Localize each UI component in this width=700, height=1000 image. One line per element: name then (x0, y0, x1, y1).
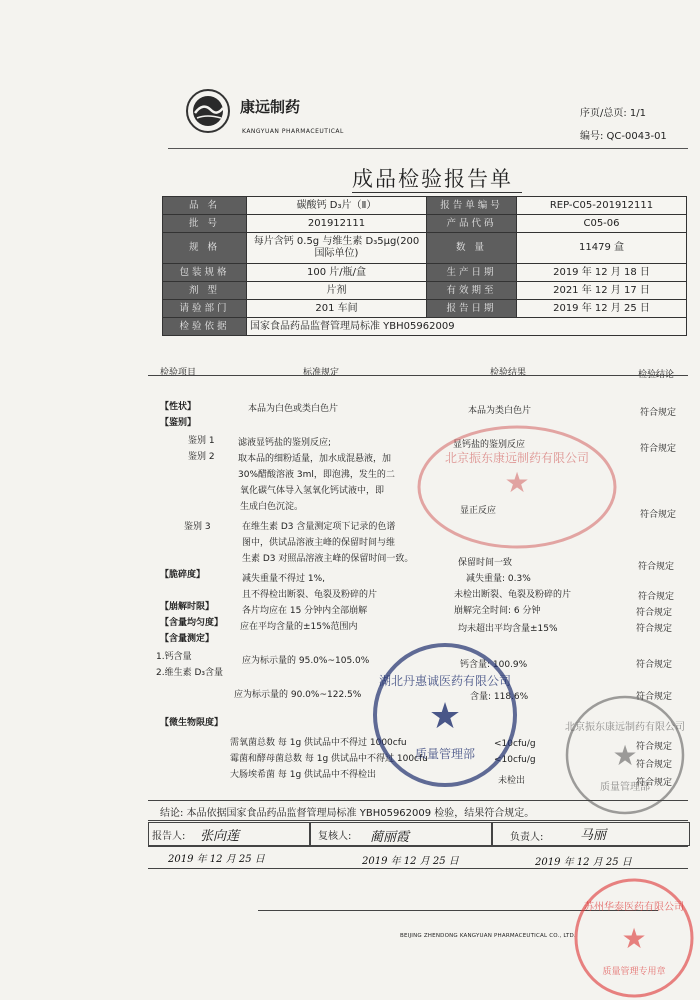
ident2-standard-line1: 取本品的细粉适量，加水成混悬液，加 (238, 454, 392, 464)
info-value: 201912111 (247, 215, 427, 233)
info-value: 11479 盒 (517, 233, 687, 264)
ident2-result: 显正反应 (460, 506, 497, 516)
uniformity-result: 均未超出平均含量±15% (458, 624, 558, 634)
conclusion-top-rule (148, 800, 688, 801)
info-row (163, 197, 687, 215)
info-label: 批 号 (163, 215, 247, 233)
friability-standard-line2: 且不得检出断裂、龟裂及粉碎的片 (242, 590, 378, 600)
disintegration-heading: 【崩解时限】 (160, 602, 215, 612)
aerobic-conclusion: 符合规定 (636, 742, 673, 752)
col-result-header: 检验结果 (490, 368, 527, 378)
column-header-divider (148, 375, 688, 376)
character-conclusion: 符合规定 (640, 408, 677, 418)
date-bottom-rule (148, 868, 688, 869)
mold-conclusion: 符合规定 (636, 760, 673, 770)
basis-row (163, 318, 687, 336)
character-standard: 本品为白色或类白色片 (248, 404, 339, 414)
ident2-label: 鉴别 2 (188, 452, 215, 462)
col-conclusion-header: 检验结论 (638, 370, 675, 380)
ident1-label: 鉴别 1 (188, 436, 215, 446)
info-row (163, 233, 687, 264)
responsible-signature: 马丽 (580, 828, 607, 843)
info-label: 品 名 (163, 197, 247, 215)
vitd-standard: 应为标示量的 90.0%~122.5% (234, 690, 362, 700)
friability-result-line2: 未检出断裂、龟裂及粉碎的片 (454, 590, 572, 600)
info-label: 报告日期 (427, 300, 517, 318)
ident2-standard-line4: 生成白色沉淀。 (240, 502, 304, 512)
ident2-standard-line3: 氧化碳气体导入氢氧化钙试液中，即 (240, 486, 385, 496)
stamp-text: 北京振东康远制药有限公司 (444, 451, 590, 465)
footer-company-en: BEIJING ZHENDONG KANGYUAN PHARMACEUTICAL CO., LTD. (400, 933, 576, 939)
disintegration-result: 崩解完全时间: 6 分钟 (454, 606, 541, 616)
date-top-rule (148, 846, 688, 847)
ecoli-result: 未检出 (498, 776, 526, 786)
qa-stamp-bottom (572, 876, 696, 1000)
ident1-conclusion: 符合规定 (640, 444, 677, 454)
info-value: 2019 年 12 月 18 日 (517, 264, 687, 282)
svg-text:★: ★ (504, 466, 530, 499)
header-divider (168, 148, 688, 149)
mold-standard: 霉菌和酵母菌总数 每 1g 供试品中不得过 100cfu (230, 754, 428, 764)
info-label: 有效期至 (427, 282, 517, 300)
mold-result: <10cfu/g (494, 755, 536, 765)
info-value: 每片含钙 0.5g 与维生素 D₃5μg(200国际单位) (247, 233, 427, 264)
company-logo (185, 88, 231, 134)
stamp-text: 苏州华泰医药有限公司 (584, 902, 684, 913)
info-label: 报告单编号 (427, 197, 517, 215)
friability-standard-line1: 减失重量不得过 1%, (242, 574, 325, 584)
page-info: 序页/总页: 1/1 (580, 108, 647, 119)
reporter-signature: 张向莲 (200, 829, 240, 844)
info-value: 2019 年 12 月 25 日 (517, 300, 687, 318)
aerobic-standard: 需氧菌总数 每 1g 供试品中不得过 1000cfu (230, 738, 407, 748)
reporter-label: 报告人: (152, 831, 186, 842)
calcium-standard: 应为标示量的 95.0%~105.0% (242, 656, 370, 666)
ident2-standard-line2: 30%醋酸溶液 3ml，即泡沸，发生的二 (238, 470, 395, 480)
ecoli-conclusion: 符合规定 (636, 778, 673, 788)
info-value: 201 车间 (247, 300, 427, 318)
company-name-en: KANGYUAN PHARMACEUTICAL (242, 128, 344, 135)
ident2-conclusion: 符合规定 (640, 510, 677, 520)
info-value: 100 片/瓶/盒 (247, 264, 427, 282)
company-name-cn: 康远制药 (240, 98, 301, 116)
responsible-label: 负责人: (510, 832, 544, 843)
friability-heading: 【脆碎度】 (160, 570, 206, 580)
footer-rule (258, 910, 658, 911)
stamp-text: 质量管理部 (414, 747, 476, 761)
info-row (163, 300, 687, 318)
calcium-conclusion: 符合规定 (636, 660, 673, 670)
uniformity-heading: 【含量均匀度】 (160, 618, 224, 628)
aerobic-result: <10cfu/g (494, 739, 536, 749)
vitd-label: 2.维生素 D₃含量 (156, 668, 223, 678)
microbial-heading: 【微生物限度】 (160, 718, 224, 728)
ident1-result: 显钙盐的鉴别反应 (453, 440, 526, 450)
conclusion-bottom-rule (148, 820, 688, 821)
basis-label: 检验依据 (163, 318, 247, 336)
responsible-date: 2019 年 12 月 25 日 (535, 857, 632, 868)
ident3-standard-line1: 在维生素 D3 含量测定项下记录的色谱 (242, 522, 396, 532)
disintegration-standard: 各片均应在 15 分钟内全部崩解 (242, 606, 368, 616)
character-heading: 【性状】 (160, 402, 197, 412)
conclusion-text: 结论: 本品依据国家食品药品监督管理局标准 YBH05962009 检验，结果符合规定。 (160, 808, 535, 819)
friability-result-line1: 减失重量: 0.3% (466, 574, 531, 584)
info-label: 包装规格 (163, 264, 247, 282)
ident3-standard-line2: 图中，供试品溶液主峰的保留时间与维 (242, 538, 396, 548)
product-info-table (162, 196, 687, 336)
info-label: 规 格 (163, 233, 247, 264)
document-number: 编号: QC-0043-01 (580, 131, 667, 142)
stamp-text: 北京振东康远制药有限公司 (565, 722, 685, 733)
info-value: 碳酸钙 D₃片（Ⅱ） (247, 197, 427, 215)
title-underline (352, 192, 522, 193)
test-results-area (148, 363, 688, 818)
basis-value: 国家食品药品监督管理局标准 YBH05962009 (247, 318, 687, 336)
info-row (163, 264, 687, 282)
svg-text:★: ★ (428, 696, 462, 737)
vitd-conclusion: 符合规定 (636, 692, 673, 702)
col-standard-header: 标准规定 (303, 368, 340, 378)
svg-text:★: ★ (621, 922, 647, 955)
ident3-conclusion: 符合规定 (638, 562, 675, 572)
svg-text:★: ★ (612, 739, 638, 772)
ident1-standard: 滤液显钙盐的鉴别反应; (238, 438, 332, 448)
reviewer-date: 2019 年 12 月 25 日 (362, 856, 459, 867)
info-label: 剂 型 (163, 282, 247, 300)
identification-heading: 【鉴别】 (160, 418, 197, 428)
info-label: 生产日期 (427, 264, 517, 282)
stamp-text: 质量管理部 (600, 782, 650, 793)
info-row (163, 215, 687, 233)
info-label: 请验部门 (163, 300, 247, 318)
info-label: 产品代码 (427, 215, 517, 233)
ident3-result: 保留时间一致 (458, 558, 513, 568)
col-item-header: 检验项目 (160, 368, 197, 378)
calcium-label: 1.钙含量 (156, 652, 192, 662)
friability-conclusion: 符合规定 (638, 592, 675, 602)
calcium-result: 钙含量: 100.9% (460, 660, 528, 670)
ident3-label: 鉴别 3 (184, 522, 211, 532)
reporter-date: 2019 年 12 月 25 日 (168, 854, 265, 865)
reviewer-signature: 蔺丽霞 (370, 830, 410, 845)
info-label: 数 量 (427, 233, 517, 264)
ident3-standard-line3: 生素 D3 对照品溶液主峰的保留时间一致。 (242, 554, 414, 564)
ecoli-standard: 大肠埃希菌 每 1g 供试品中不得检出 (230, 770, 377, 780)
uniformity-conclusion: 符合规定 (636, 624, 673, 634)
disintegration-conclusion: 符合规定 (636, 608, 673, 618)
report-title: 成品检验报告单 (352, 167, 513, 191)
character-result: 本品为类白色片 (468, 406, 532, 416)
info-value: 2021 年 12 月 17 日 (517, 282, 687, 300)
assay-heading: 【含量测定】 (160, 634, 215, 644)
info-value: C05-06 (517, 215, 687, 233)
info-row (163, 282, 687, 300)
stamp-text: 湖北丹惠诚医药有限公司 (378, 674, 512, 688)
info-value: 片剂 (247, 282, 427, 300)
vitd-result: 含量: 118.6% (470, 692, 529, 702)
info-value: REP-C05-201912111 (517, 197, 687, 215)
reviewer-label: 复核人: (318, 831, 352, 842)
stamp-text: 质量管理专用章 (602, 967, 666, 977)
uniformity-standard: 应在平均含量的±15%范围内 (240, 622, 358, 632)
